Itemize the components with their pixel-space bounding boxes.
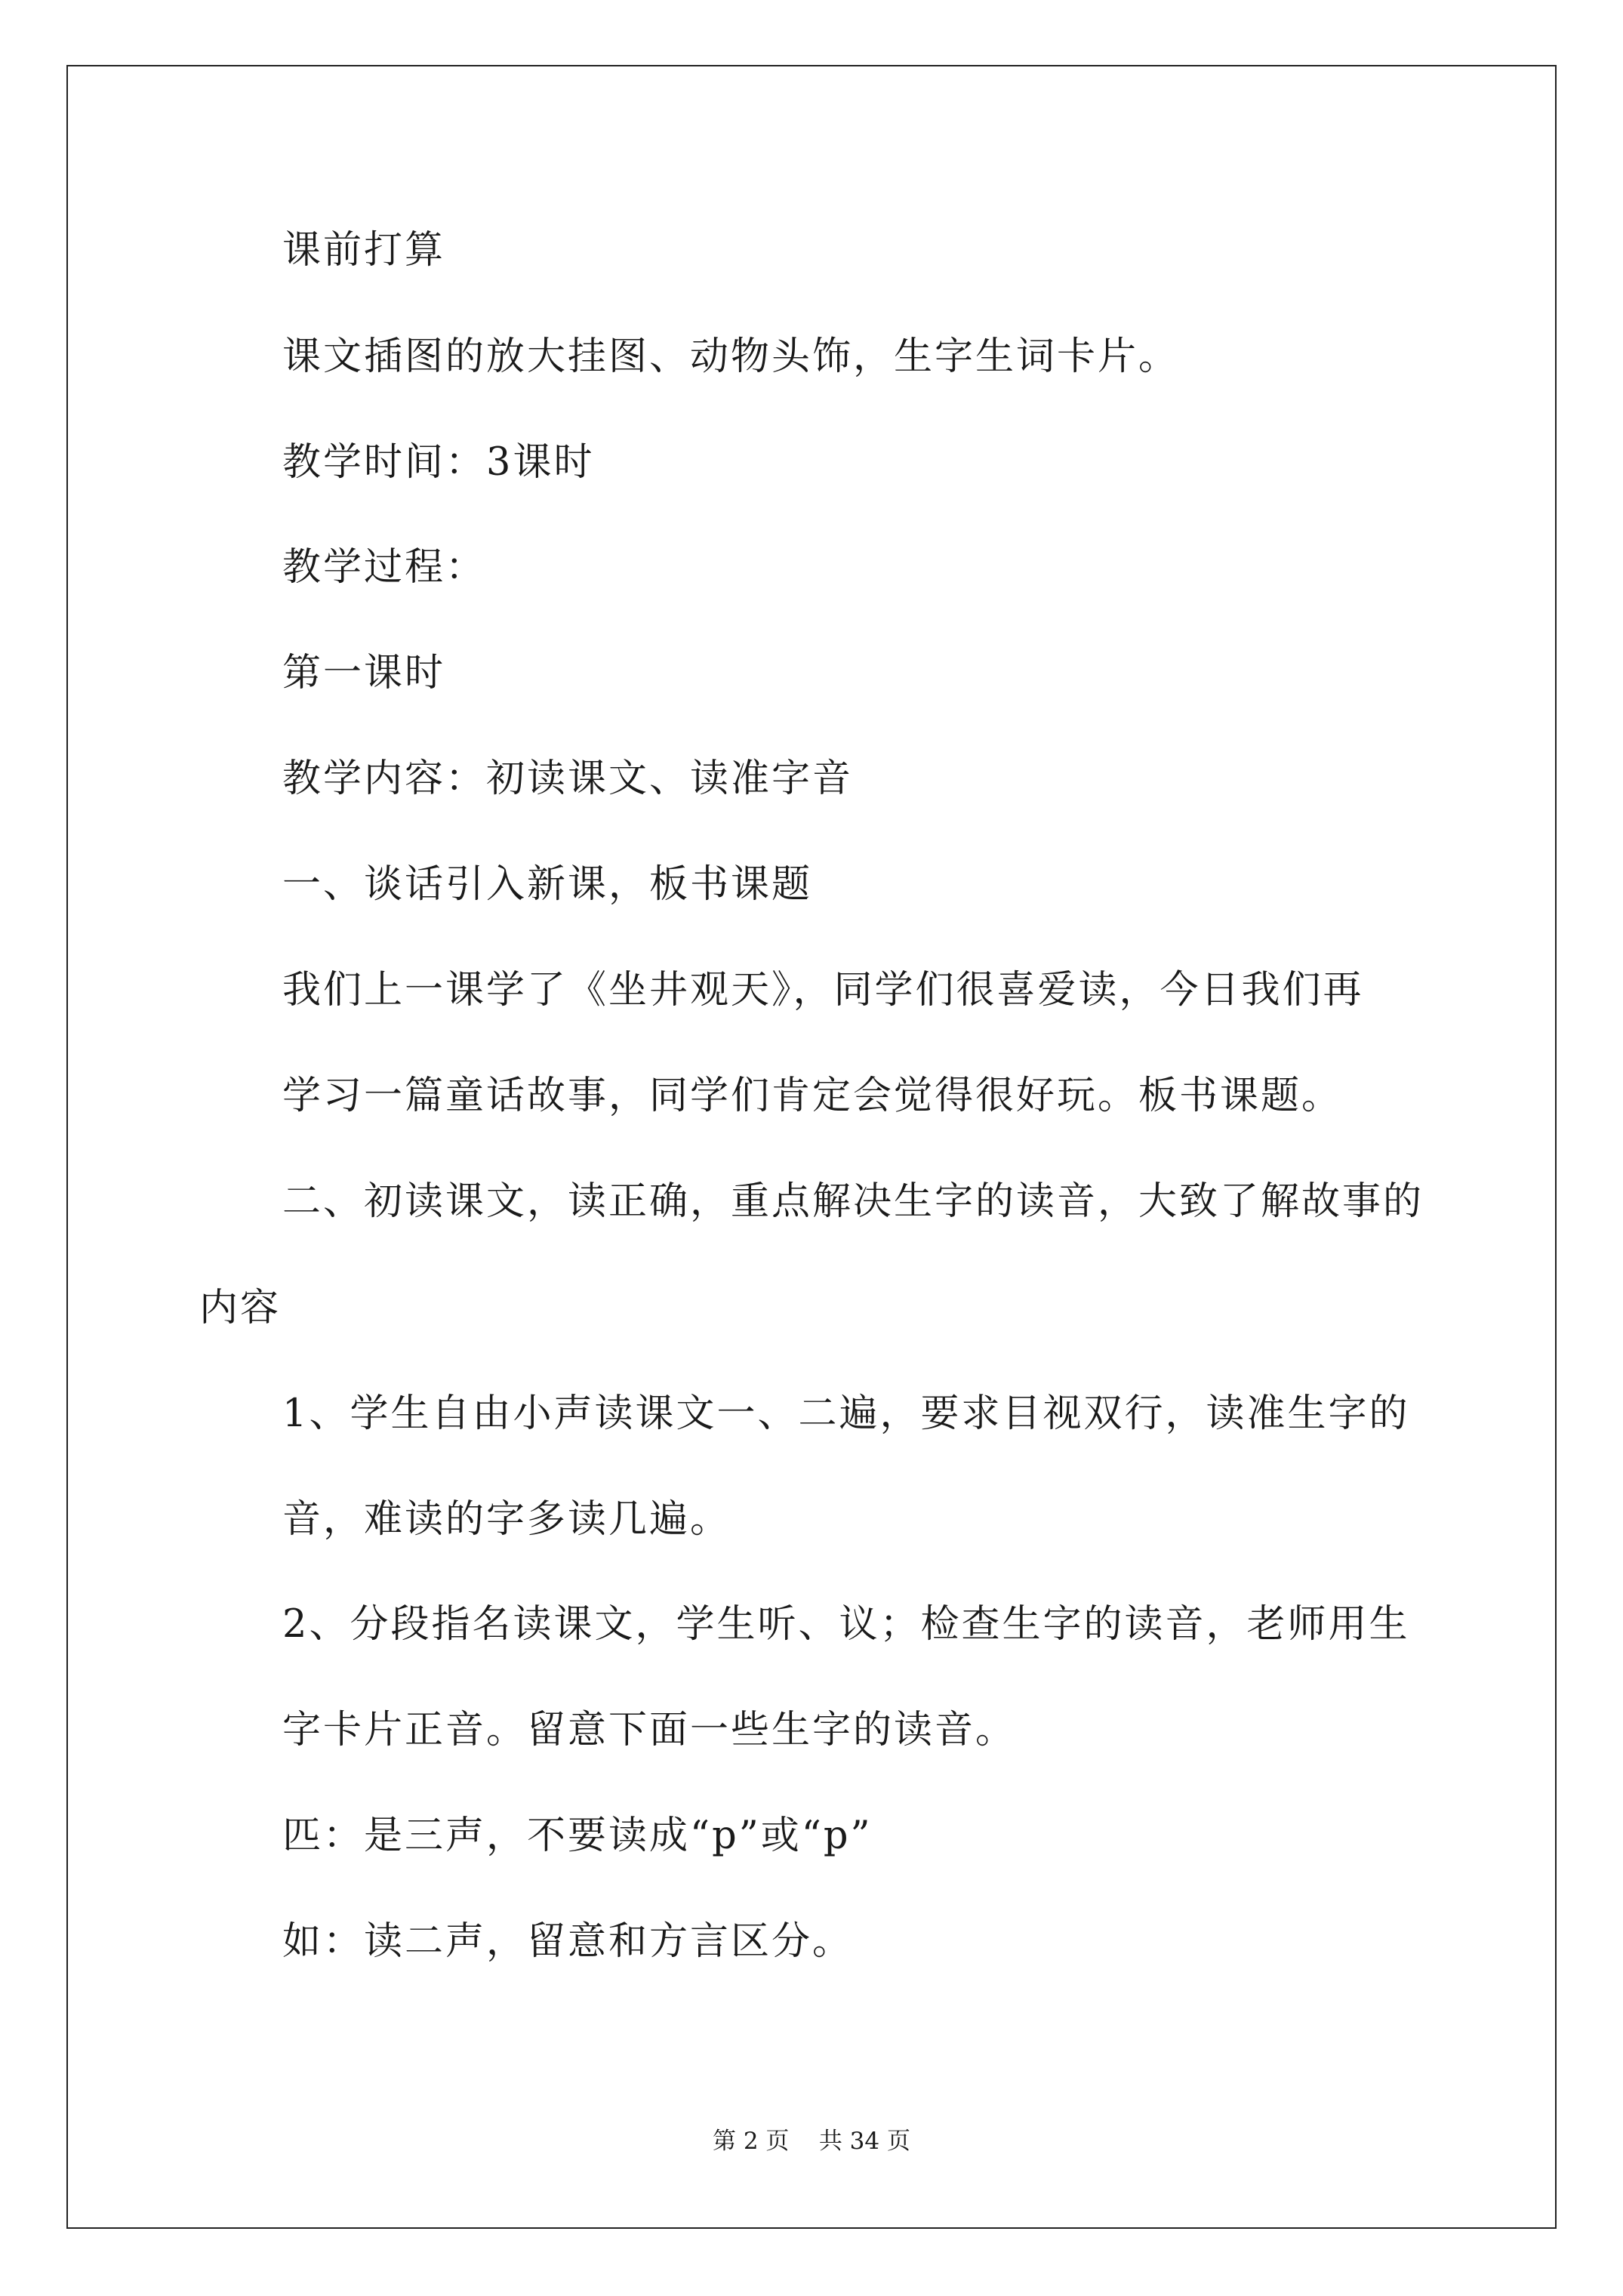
- text-line-5: 第一课时: [282, 651, 446, 695]
- page-number-footer: 第 2 页 共 34 页: [712, 2128, 910, 2155]
- text-line-14: 2、分段指名读课文，学生听、议；检查生字的读音，老师用生: [282, 1602, 1410, 1647]
- text-line-11: 内容: [199, 1286, 282, 1330]
- text-line-12: 1、学生自由小声读课文一、二遍，要求目视双行，读准生字的: [282, 1391, 1410, 1436]
- text-line-2: 课文插图的放大挂图、动物头饰，生字生词卡片。: [282, 334, 1180, 379]
- text-line-1: 课前打算: [282, 228, 446, 273]
- page-frame: [66, 65, 1557, 2229]
- text-line-15: 字卡片正音。留意下面一些生字的读音。: [282, 1708, 1017, 1752]
- text-line-16: 匹：是三声，不要读成“p”或“p”: [282, 1814, 873, 1858]
- text-line-4: 教学过程：: [282, 545, 487, 590]
- text-line-9: 学习一篇童话故事，同学们肯定会觉得很好玩。板书课题。: [282, 1074, 1343, 1118]
- text-line-7: 一、谈话引入新课，板书课题: [282, 862, 813, 907]
- text-line-3: 教学时间：3课时: [282, 440, 595, 485]
- text-line-13: 音，难读的字多读几遍。: [282, 1497, 731, 1542]
- text-line-8: 我们上一课学了《坐井观天》，同学们很喜爱读，今日我们再: [282, 968, 1364, 1012]
- text-line-17: 如：读二声，留意和方言区分。: [282, 1919, 854, 1964]
- text-line-10: 二、初读课文，读正确，重点解决生字的读音，大致了解故事的: [282, 1179, 1424, 1224]
- text-line-6: 教学内容：初读课文、读准字音: [282, 757, 854, 801]
